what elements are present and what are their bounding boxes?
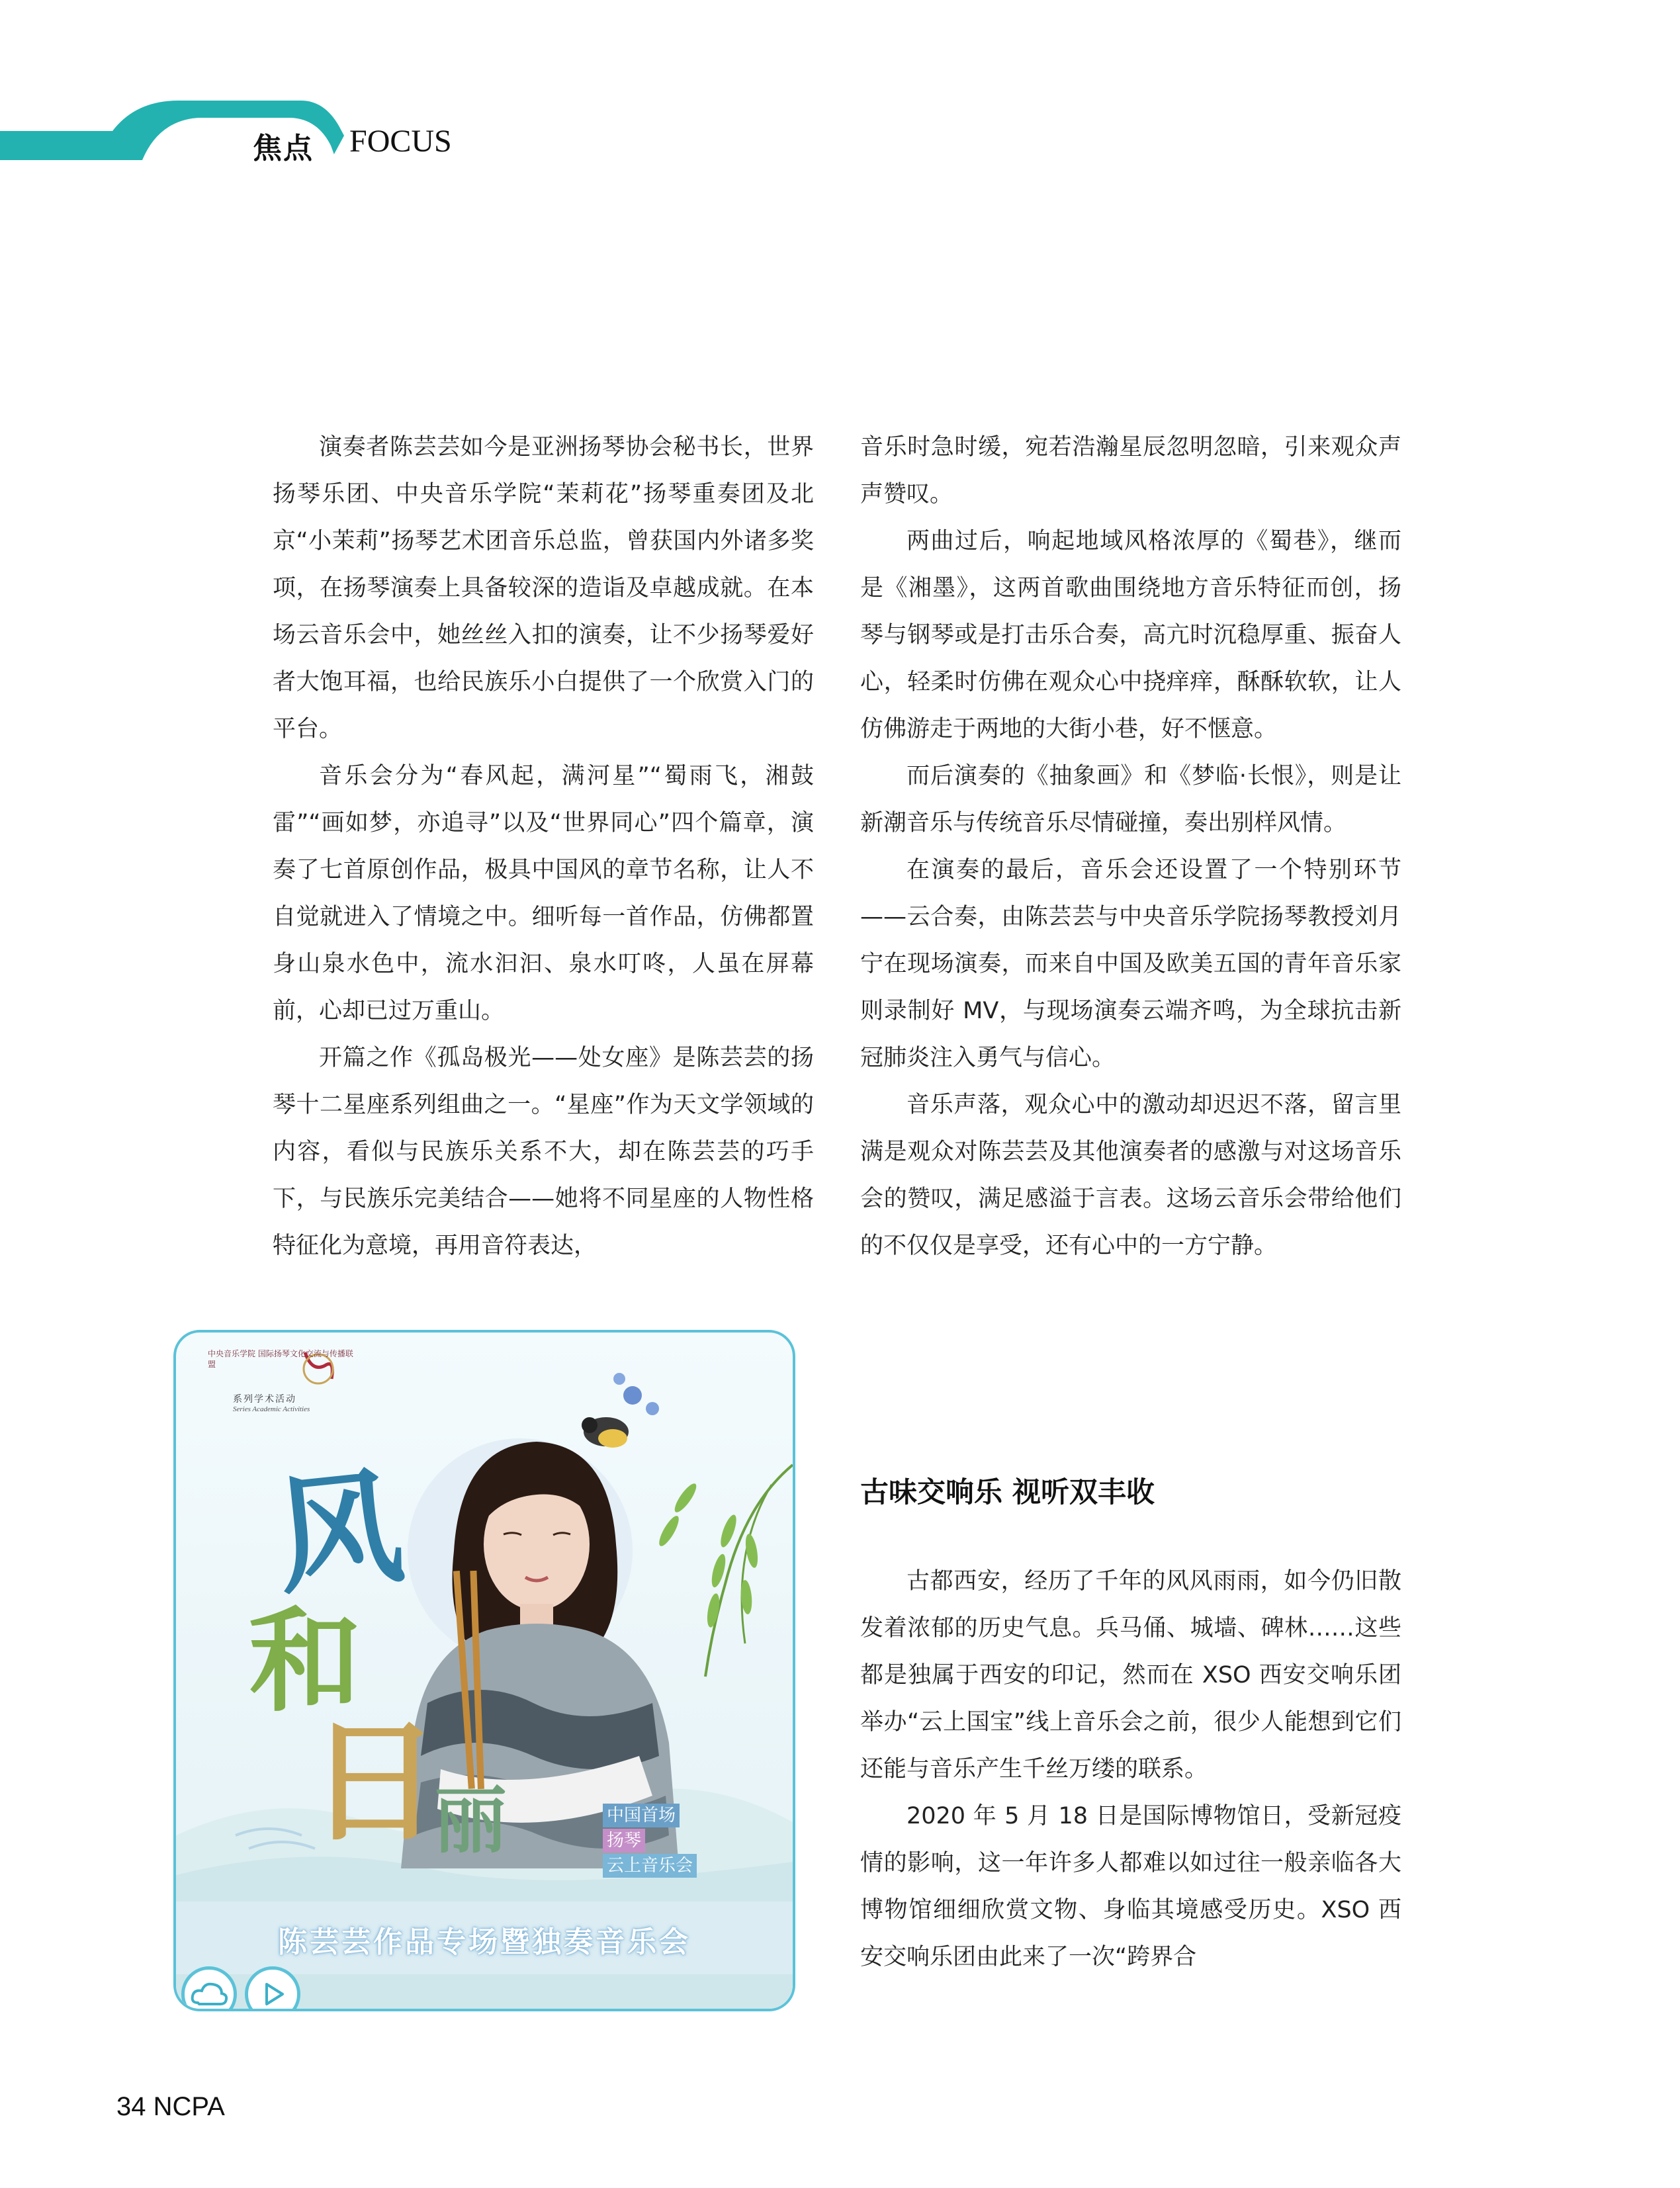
page-folio: 34 NCPA — [116, 2092, 225, 2121]
section-label-zh: 焦点 — [253, 132, 314, 165]
poster-tag: 云上音乐会 — [603, 1854, 697, 1878]
poster-series-en: Series Academic Activities — [233, 1405, 310, 1413]
cloud-icon — [181, 1966, 237, 2011]
calligraphy-char: 风 — [269, 1452, 410, 1612]
calligraphy-char: 丽 — [434, 1778, 507, 1863]
paragraph: 音乐会分为“春风起，满河星”“蜀雨飞，湘鼓雷”“画如梦，亦追寻”以及“世界同心”四个篇章，演奏了七首原创作品，极具中国风的章节名称，让人不自觉就进入了情境之中。细听每一首作品，仿佛都置身山泉水色中，流水汩汩、泉水叮咚，人虽在屏幕前，心却已过万重山。 — [273, 763, 814, 1024]
paragraph: 开篇之作《孤岛极光——处女座》是陈芸芸的扬琴十二星座系列组曲之一。“星座”作为天文学领域的内容，看似与民族乐关系不大，却在陈芸芸的巧手下，与民族乐完美结合——她将不同星座的人物性格特征化为意境，再用音符表达， — [273, 1045, 814, 1259]
calligraphy-char: 日 — [308, 1704, 441, 1860]
concert-poster — [173, 1330, 795, 2011]
article-right-column — [860, 424, 1401, 1270]
section-body — [860, 1558, 1401, 1981]
play-icon — [245, 1966, 300, 2011]
section-label-en: FOCUS — [349, 124, 452, 159]
paragraph: 而后演奏的《抽象画》和《梦临·长恨》，则是让新潮音乐与传统音乐尽情碰撞，奏出别样风情。 — [860, 763, 1401, 836]
poster-series-zh: 系列学术活动 — [233, 1394, 296, 1405]
calligraphy-char: 和 — [249, 1595, 362, 1728]
section-header — [0, 99, 476, 172]
poster-title: 陈芸芸作品专场暨独奏音乐会 — [278, 1925, 691, 1959]
paragraph: 音乐时急时缓，宛若浩瀚星辰忽明忽暗，引来观众声声赞叹。 — [860, 434, 1401, 507]
poster-tag: 扬琴 — [603, 1829, 645, 1853]
article-left-column — [273, 424, 814, 1270]
poster-logo-text: 中央音乐学院 国际扬琴文化交流与传播联盟 — [208, 1349, 353, 1369]
paragraph: 两曲过后，响起地域风格浓厚的《蜀巷》，继而是《湘墨》，这两首歌曲围绕地方音乐特征而创，扬琴与钢琴或是打击乐合奏，高亢时沉稳厚重、振奋人心，轻柔时仿佛在观众心中挠痒痒，酥酥软软，让人仿佛游走于两地的大街小巷，好不惬意。 — [860, 528, 1401, 742]
paragraph: 音乐声落，观众心中的激动却迟迟不落，留言里满是观众对陈芸芸及其他演奏者的感激与对这场音乐会的赞叹，满足感溢于言表。这场云音乐会带给他们的不仅仅是享受，还有心中的一方宁静。 — [860, 1092, 1401, 1259]
paragraph: 古都西安，经历了千年的风风雨雨，如今仍旧散发着浓郁的历史气息。兵马俑、城墙、碑林……这些都是独属于西安的印记，然而在 XSO 西安交响乐团举办“云上国宝”线上音乐会之前，很少人能想到它们还能与音乐产生千丝万缕的联系。 — [860, 1568, 1401, 1782]
section-heading: 古味交响乐 视听双丰收 — [860, 1476, 1155, 1509]
paragraph: 2020 年 5 月 18 日是国际博物馆日，受新冠疫情的影响，这一年许多人都难以如过往一般亲临各大博物馆细细欣赏文物、身临其境感受历史。XSO 西安交响乐团由此来了一次“跨界合 — [860, 1803, 1401, 1970]
poster-tag: 中国首场 — [603, 1804, 680, 1827]
paragraph: 演奏者陈芸芸如今是亚洲扬琴协会秘书长，世界扬琴乐团、中央音乐学院“茉莉花”扬琴重奏团及北京“小茉莉”扬琴艺术团音乐总监，曾获国内外诸多奖项，在扬琴演奏上具备较深的造诣及卓越成就。在本场云音乐会中，她丝丝入扣的演奏，让不少扬琴爱好者大饱耳福，也给民族乐小白提供了一个欣赏入门的平台。 — [273, 434, 814, 742]
paragraph: 在演奏的最后，音乐会还设置了一个特别环节——云合奏，由陈芸芸与中央音乐学院扬琴教授刘月宁在现场演奏，而来自中国及欧美五国的青年音乐家则录制好 MV，与现场演奏云端齐鸣，为全球抗击新冠肺炎注入勇气与信心。 — [860, 857, 1401, 1071]
